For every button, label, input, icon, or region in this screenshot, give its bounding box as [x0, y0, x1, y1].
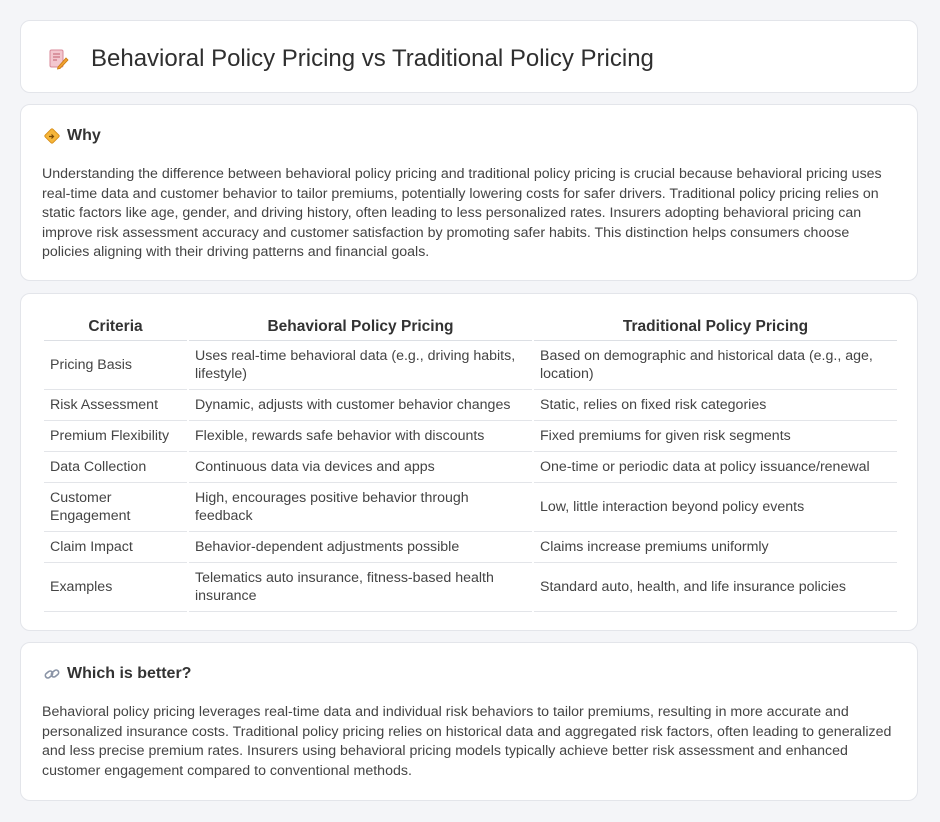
table-cell: Fixed premiums for given risk segments [534, 421, 897, 452]
table-cell: Risk Assessment [44, 390, 187, 421]
table-cell: One-time or periodic data at policy issuance/renewal [534, 452, 897, 483]
table-cell: Flexible, rewards safe behavior with discounts [189, 421, 532, 452]
table-row [44, 421, 897, 452]
why-section [20, 104, 918, 281]
link-icon [43, 665, 61, 683]
diamond-arrow-icon [43, 127, 61, 145]
table-row [44, 452, 897, 483]
table-row [44, 341, 897, 390]
table-cell: Customer Engagement [44, 483, 187, 532]
table-cell: Continuous data via devices and apps [189, 452, 532, 483]
table-cell: Claim Impact [44, 532, 187, 563]
why-header [43, 127, 101, 145]
table-cell: Low, little interaction beyond policy events [534, 483, 897, 532]
title-card [20, 20, 918, 93]
table-cell: Pricing Basis [44, 341, 187, 390]
table-row [44, 563, 897, 612]
table-cell: Standard auto, health, and life insurance policies [534, 563, 897, 612]
why-text: Understanding the difference between behavioral policy pricing and traditional policy pricing is crucial because behavioral pricing uses real-time data and customer behavior to tailor premiums, potentially lowering costs for safer drivers. Traditional policy pricing relies on static factors like age, gender, and driving history, often leading to less personalized rates. Insurers adopting behavioral pricing can improve risk assessment accuracy and customer satisfaction by promoting safer habits. This distinction helps consumers choose policies aligning with their driving patterns and financial goals. [42, 166, 882, 260]
table-cell: Behavior-dependent adjustments possible [189, 532, 532, 563]
column-header-behavioral: Behavioral Policy Pricing [189, 316, 532, 341]
comparison-table [42, 316, 899, 612]
better-heading: Which is better? [67, 665, 192, 682]
table-cell: Dynamic, adjusts with customer behavior changes [189, 390, 532, 421]
column-header-traditional: Traditional Policy Pricing [534, 316, 897, 341]
better-text: Behavioral policy pricing leverages real-time data and individual risk behaviors to tailor premiums, resulting in more accurate and personalized insurance costs. Traditional policy pricing relies on historical data and aggregated risk factors, often leading to generalized and less precise premium rates. Insurers using behavioral pricing models typically achieve better risk assessment and enhanced customer engagement compared to conventional methods. [42, 704, 892, 779]
column-header-criteria: Criteria [44, 316, 187, 341]
table-cell: High, encourages positive behavior through feedback [189, 483, 532, 532]
table-row [44, 390, 897, 421]
table-cell: Static, relies on fixed risk categories [534, 390, 897, 421]
table-cell: Uses real-time behavioral data (e.g., driving habits, lifestyle) [189, 341, 532, 390]
table-cell: Claims increase premiums uniformly [534, 532, 897, 563]
table-header-row [44, 316, 897, 341]
table-cell: Examples [44, 563, 187, 612]
table-cell: Based on demographic and historical data (e.g., age, location) [534, 341, 897, 390]
why-heading: Why [67, 127, 101, 144]
table-cell: Data Collection [44, 452, 187, 483]
document-pencil-icon [47, 48, 69, 70]
table-cell: Telematics auto insurance, fitness-based health insurance [189, 563, 532, 612]
better-header [43, 665, 191, 683]
table-row [44, 483, 897, 532]
table-row [44, 532, 897, 563]
page-title: Behavioral Policy Pricing vs Traditional Policy Pricing [91, 45, 654, 72]
which-is-better-section [20, 642, 918, 801]
comparison-section [20, 293, 918, 631]
table-cell: Premium Flexibility [44, 421, 187, 452]
